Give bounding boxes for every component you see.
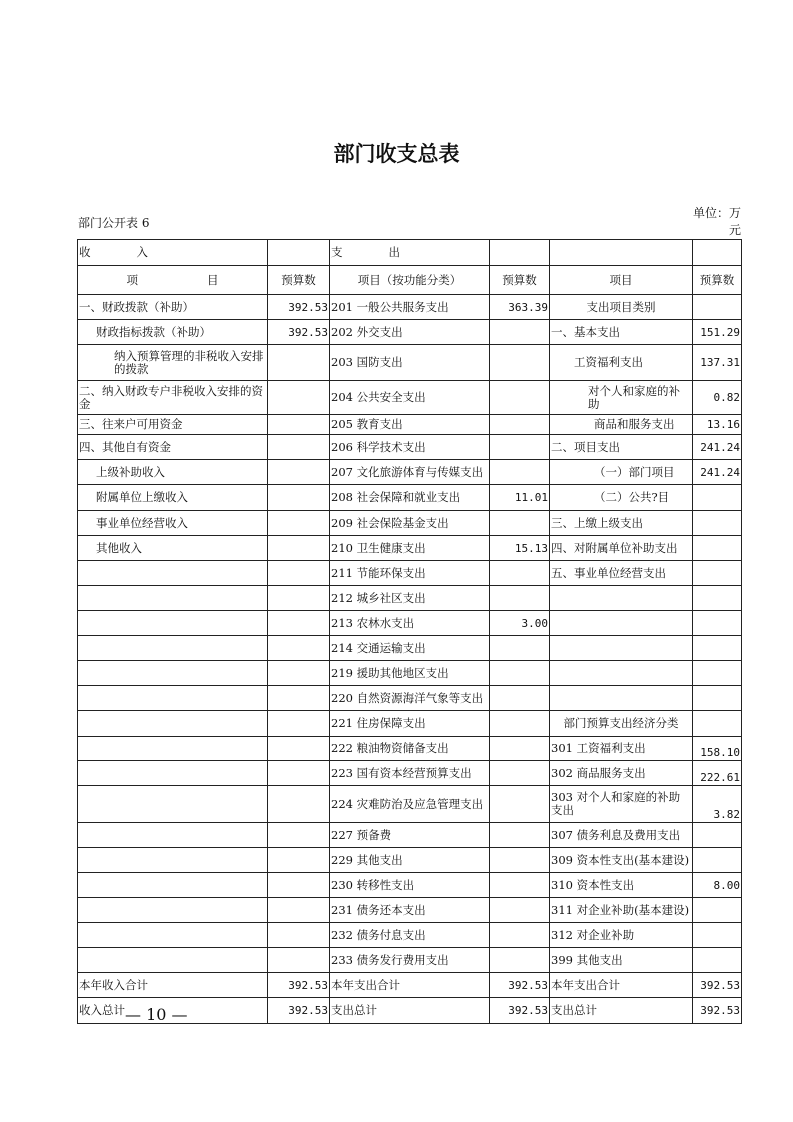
income-budget-cell [268, 345, 330, 381]
income-item-cell [78, 823, 268, 848]
table-row [78, 636, 742, 661]
income-item-cell: 纳入预算管理的非税收入安排的拨款 [78, 345, 268, 381]
expense-category-item-cell: 309 资本性支出(基本建设) [550, 848, 693, 873]
expense-category-item-cell: 部门预算支出经济分类 [550, 711, 693, 737]
expense-category-budget-cell [693, 661, 742, 686]
expense-func-budget-cell: 15.13 [490, 536, 550, 561]
table-row [78, 435, 742, 460]
expense-func-item-cell: 231 债务还本支出 [330, 898, 490, 923]
expense-func-item-cell: 202 外交支出 [330, 320, 490, 345]
table-row [78, 460, 742, 485]
income-budget-cell [268, 611, 330, 636]
table-row [78, 381, 742, 415]
table-row [78, 345, 742, 381]
table-row [78, 511, 742, 536]
income-budget-cell [268, 848, 330, 873]
empty-cell [490, 240, 550, 266]
expense-category-budget-cell [693, 636, 742, 661]
expense-category-budget-cell: 137.31 [693, 345, 742, 381]
expense-category-item-cell [550, 611, 693, 636]
page-number: — 10 — [125, 1005, 188, 1024]
income-budget-cell [268, 511, 330, 536]
income-item-cell [78, 948, 268, 973]
income-budget-cell: 392.53 [268, 320, 330, 345]
expense-section-label: 支 出 [330, 240, 490, 266]
expense-category-budget-cell [693, 611, 742, 636]
col-header-item: 项目 [550, 266, 693, 295]
expense-func-item-cell: 219 援助其他地区支出 [330, 661, 490, 686]
expense-func-item-cell: 220 自然资源海洋气象等支出 [330, 686, 490, 711]
expense-category-budget-cell [693, 561, 742, 586]
expense-category-item-cell: 二、项目支出 [550, 435, 693, 460]
income-budget-cell [268, 948, 330, 973]
income-item-cell [78, 586, 268, 611]
income-item-cell: 一、财政拨款（补助） [78, 295, 268, 320]
expense-category-budget-cell [693, 898, 742, 923]
expense-func-item-cell: 212 城乡社区支出 [330, 586, 490, 611]
expense-func-item-cell: 214 交通运输支出 [330, 636, 490, 661]
income-budget-cell [268, 636, 330, 661]
income-budget-cell [268, 415, 330, 435]
expense-category-budget-cell: 392.53 [693, 973, 742, 998]
expense-func-item-cell: 222 粮油物资储备支出 [330, 737, 490, 761]
expense-category-budget-cell [693, 511, 742, 536]
income-item-cell [78, 711, 268, 737]
expense-category-item-cell: 三、上缴上级支出 [550, 511, 693, 536]
income-item-cell [78, 636, 268, 661]
expense-func-budget-cell [490, 761, 550, 786]
expense-func-item-cell: 206 科学技术支出 [330, 435, 490, 460]
income-item-cell [78, 561, 268, 586]
expense-category-item-cell: 399 其他支出 [550, 948, 693, 973]
col-header-budget: 预算数 [490, 266, 550, 295]
col-header-budget: 预算数 [693, 266, 742, 295]
expense-func-budget-cell [490, 848, 550, 873]
expense-category-item-cell: 303 对个人和家庭的补助支出 [550, 786, 693, 823]
table-row [78, 711, 742, 737]
expense-func-budget-cell [490, 415, 550, 435]
income-item-cell: 四、其他自有资金 [78, 435, 268, 460]
income-budget-cell: 392.53 [268, 998, 330, 1024]
income-item-cell: 财政指标拨款（补助） [78, 320, 268, 345]
table-row [78, 761, 742, 786]
expense-category-item-cell: 311 对企业补助(基本建设) [550, 898, 693, 923]
table-body [78, 240, 742, 1024]
table-row [78, 737, 742, 761]
income-item-cell [78, 898, 268, 923]
expense-func-budget-cell [490, 345, 550, 381]
table-row [78, 948, 742, 973]
expense-func-budget-cell [490, 661, 550, 686]
table-row [78, 415, 742, 435]
expense-category-budget-cell: 241.24 [693, 460, 742, 485]
table-row [78, 320, 742, 345]
expense-category-item-cell: 支出项目类别 [550, 295, 693, 320]
table-row [78, 661, 742, 686]
income-item-cell: 三、往来户可用资金 [78, 415, 268, 435]
income-item-cell: 收入总计 [78, 998, 268, 1024]
expense-category-item-cell: 一、基本支出 [550, 320, 693, 345]
expense-category-item-cell: 五、事业单位经营支出 [550, 561, 693, 586]
income-budget-cell [268, 435, 330, 460]
expense-func-budget-cell [490, 686, 550, 711]
expense-category-budget-cell: 222.61 [693, 761, 742, 786]
expense-category-budget-cell: 0.82 [693, 381, 742, 415]
expense-func-budget-cell [490, 586, 550, 611]
empty-cell [693, 240, 742, 266]
income-budget-cell [268, 898, 330, 923]
expense-func-budget-cell [490, 898, 550, 923]
expense-func-budget-cell: 3.00 [490, 611, 550, 636]
empty-cell [268, 240, 330, 266]
expense-category-item-cell [550, 636, 693, 661]
expense-category-budget-cell: 392.53 [693, 998, 742, 1024]
expense-func-item-cell: 233 债务发行费用支出 [330, 948, 490, 973]
income-item-cell [78, 923, 268, 948]
income-item-cell [78, 761, 268, 786]
income-budget-cell [268, 711, 330, 737]
income-budget-cell: 392.53 [268, 295, 330, 320]
expense-func-item-cell: 207 文化旅游体育与传媒支出 [330, 460, 490, 485]
income-budget-cell [268, 823, 330, 848]
table-row [78, 686, 742, 711]
expense-func-budget-cell: 392.53 [490, 998, 550, 1024]
income-item-cell: 二、纳入财政专户非税收入安排的资金 [78, 381, 268, 415]
expense-func-budget-cell [490, 561, 550, 586]
income-item-cell: 其他收入 [78, 536, 268, 561]
expense-func-item-cell: 213 农林水支出 [330, 611, 490, 636]
section-header-row [78, 240, 742, 266]
expense-category-budget-cell [693, 711, 742, 737]
page-title: 部门收支总表 [333, 142, 460, 166]
expense-func-budget-cell [490, 460, 550, 485]
table-row [78, 586, 742, 611]
income-budget-cell [268, 873, 330, 898]
expense-category-item-cell: 四、对附属单位补助支出 [550, 536, 693, 561]
expense-func-item-cell: 209 社会保险基金支出 [330, 511, 490, 536]
table-row [78, 823, 742, 848]
expense-category-item-cell: 310 资本性支出 [550, 873, 693, 898]
expense-category-item-cell: （一）部门项目 [550, 460, 693, 485]
expense-func-item-cell: 205 教育支出 [330, 415, 490, 435]
expense-func-item-cell: 223 国有资本经营预算支出 [330, 761, 490, 786]
expense-category-item-cell [550, 586, 693, 611]
table-row [78, 485, 742, 511]
expense-category-item-cell: （二）公共?目 [550, 485, 693, 511]
expense-category-item-cell: 支出总计 [550, 998, 693, 1024]
expense-category-budget-cell [693, 485, 742, 511]
expense-category-budget-cell [693, 923, 742, 948]
table-row [78, 536, 742, 561]
expense-category-budget-cell: 151.29 [693, 320, 742, 345]
income-budget-cell [268, 786, 330, 823]
expense-category-item-cell [550, 661, 693, 686]
expense-func-budget-cell [490, 948, 550, 973]
income-budget-cell [268, 923, 330, 948]
expense-func-budget-cell [490, 320, 550, 345]
expense-func-item-cell: 211 节能环保支出 [330, 561, 490, 586]
income-budget-cell [268, 561, 330, 586]
income-item-cell [78, 737, 268, 761]
expense-category-item-cell: 301 工资福利支出 [550, 737, 693, 761]
empty-cell [550, 240, 693, 266]
income-item-cell [78, 848, 268, 873]
expense-category-budget-cell: 13.16 [693, 415, 742, 435]
expense-func-item-cell: 221 住房保障支出 [330, 711, 490, 737]
expense-category-item-cell: 本年支出合计 [550, 973, 693, 998]
expense-func-budget-cell [490, 737, 550, 761]
expense-func-item-cell: 227 预备费 [330, 823, 490, 848]
expense-category-budget-cell [693, 536, 742, 561]
income-budget-cell [268, 485, 330, 511]
unit-label: 单位：万元 [692, 206, 741, 237]
income-budget-cell [268, 536, 330, 561]
column-header-row [78, 266, 742, 295]
expense-category-item-cell: 对个人和家庭的补助 [550, 381, 693, 415]
expense-func-item-cell: 232 债务付息支出 [330, 923, 490, 948]
expense-func-budget-cell [490, 923, 550, 948]
col-header-func-item: 项目（按功能分类） [330, 266, 490, 295]
income-budget-cell [268, 761, 330, 786]
income-item-cell: 本年收入合计 [78, 973, 268, 998]
expense-category-budget-cell [693, 586, 742, 611]
expense-func-budget-cell [490, 823, 550, 848]
col-header-item: 项 目 [78, 266, 268, 295]
expense-category-budget-cell: 158.10 [693, 737, 742, 761]
expense-category-item-cell: 302 商品服务支出 [550, 761, 693, 786]
income-item-cell [78, 661, 268, 686]
income-budget-cell: 392.53 [268, 973, 330, 998]
expense-func-budget-cell [490, 873, 550, 898]
expense-category-budget-cell: 241.24 [693, 435, 742, 460]
expense-category-item-cell: 商品和服务支出 [550, 415, 693, 435]
expense-category-budget-cell: 3.82 [693, 786, 742, 823]
income-section-label: 收 入 [78, 240, 268, 266]
expense-func-budget-cell [490, 636, 550, 661]
income-budget-cell [268, 686, 330, 711]
expense-func-budget-cell [490, 786, 550, 823]
table-row [78, 611, 742, 636]
table-row [78, 923, 742, 948]
expense-category-item-cell: 307 债务利息及费用支出 [550, 823, 693, 848]
table-row [78, 973, 742, 998]
expense-func-budget-cell: 363.39 [490, 295, 550, 320]
expense-category-budget-cell [693, 295, 742, 320]
table-row [78, 561, 742, 586]
table-id: 部门公开表 6 [78, 216, 150, 230]
income-item-cell [78, 786, 268, 823]
income-item-cell [78, 611, 268, 636]
income-item-cell [78, 873, 268, 898]
expense-func-budget-cell [490, 711, 550, 737]
expense-category-budget-cell [693, 823, 742, 848]
expense-func-budget-cell: 392.53 [490, 973, 550, 998]
expense-func-item-cell: 208 社会保障和就业支出 [330, 485, 490, 511]
table-row [78, 898, 742, 923]
expense-func-budget-cell: 11.01 [490, 485, 550, 511]
income-budget-cell [268, 381, 330, 415]
expense-category-budget-cell [693, 686, 742, 711]
expense-category-item-cell [550, 686, 693, 711]
income-item-cell [78, 686, 268, 711]
expense-func-item-cell: 230 转移性支出 [330, 873, 490, 898]
expense-category-budget-cell [693, 948, 742, 973]
expense-func-item-cell: 210 卫生健康支出 [330, 536, 490, 561]
expense-category-budget-cell: 8.00 [693, 873, 742, 898]
table-row [78, 873, 742, 898]
income-budget-cell [268, 737, 330, 761]
expense-func-item-cell: 203 国防支出 [330, 345, 490, 381]
table-row [78, 786, 742, 823]
income-budget-cell [268, 586, 330, 611]
expense-func-item-cell: 224 灾难防治及应急管理支出 [330, 786, 490, 823]
expense-func-item-cell: 支出总计 [330, 998, 490, 1024]
budget-summary-table [77, 239, 742, 1024]
table-row [78, 295, 742, 320]
expense-func-item-cell: 229 其他支出 [330, 848, 490, 873]
expense-func-item-cell: 本年支出合计 [330, 973, 490, 998]
expense-category-budget-cell [693, 848, 742, 873]
income-budget-cell [268, 460, 330, 485]
expense-func-item-cell: 201 一般公共服务支出 [330, 295, 490, 320]
table-row [78, 848, 742, 873]
income-item-cell: 上级补助收入 [78, 460, 268, 485]
expense-func-budget-cell [490, 381, 550, 415]
income-budget-cell [268, 661, 330, 686]
income-item-cell: 附属单位上缴收入 [78, 485, 268, 511]
col-header-budget: 预算数 [268, 266, 330, 295]
income-item-cell: 事业单位经营收入 [78, 511, 268, 536]
expense-category-item-cell: 工资福利支出 [550, 345, 693, 381]
expense-func-item-cell: 204 公共安全支出 [330, 381, 490, 415]
expense-func-budget-cell [490, 511, 550, 536]
expense-func-budget-cell [490, 435, 550, 460]
expense-category-item-cell: 312 对企业补助 [550, 923, 693, 948]
